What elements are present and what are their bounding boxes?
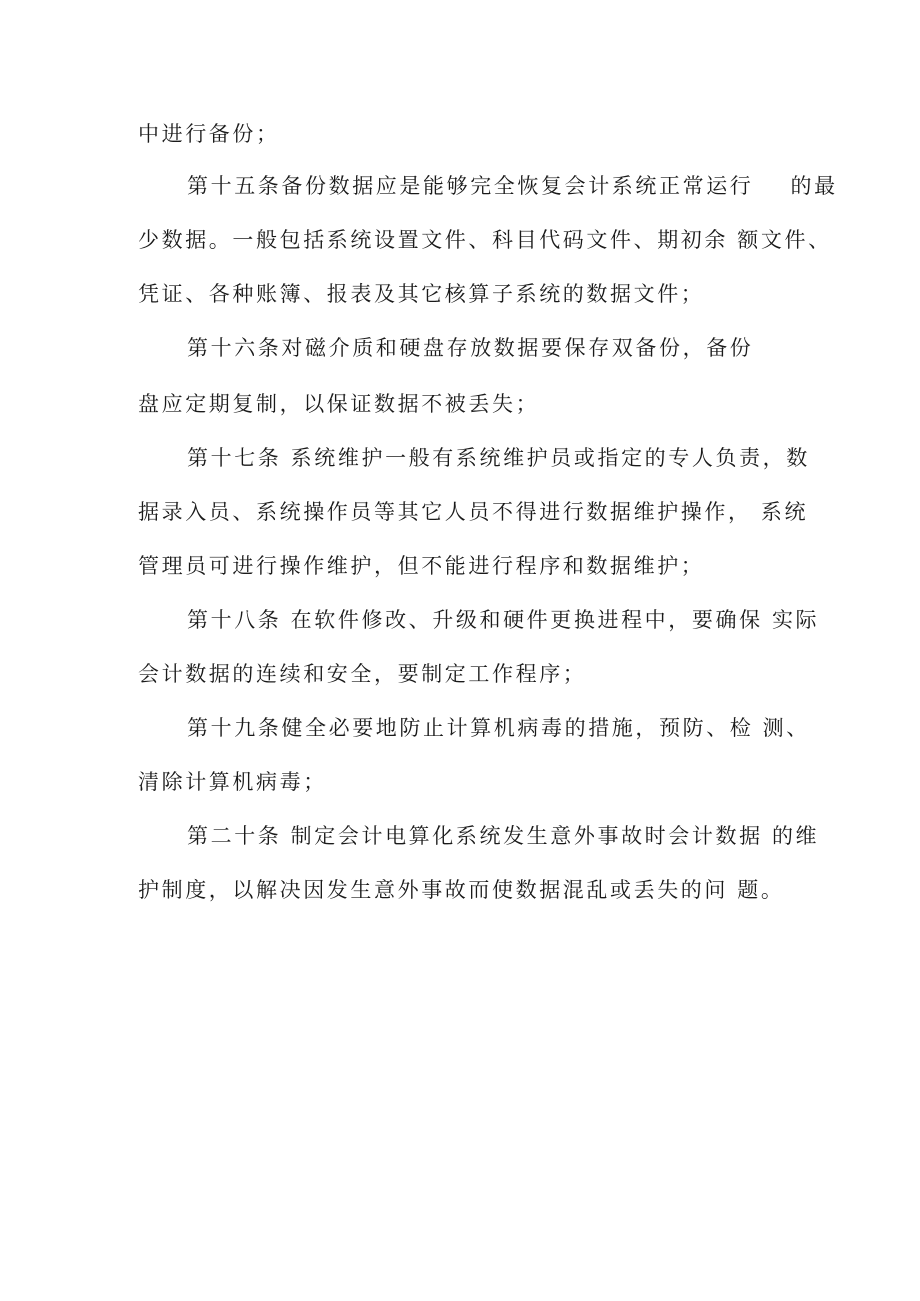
paragraph-line: 管理员可进行操作维护，但不能进行程序和数据维护； xyxy=(138,554,705,578)
article-20-line: 第二十条 制定会计电算化系统发生意外事故时会计数据 的维 xyxy=(187,824,820,848)
article-19-line: 第十九条健全必要地防止计算机病毒的措施，预防、检 测、 xyxy=(187,716,810,740)
paragraph-line: 盘应定期复制，以保证数据不被丢失； xyxy=(138,392,540,416)
paragraph-line: 护制度，以解决因发生意外事故而使数据混乱或丢失的问 题。 xyxy=(138,878,785,902)
paragraph-line: 清除计算机病毒； xyxy=(138,770,327,794)
paragraph-line: 凭证、各种账簿、报表及其它核算子系统的数据文件； xyxy=(138,282,705,306)
paragraph-line: 少数据。一般包括系统设置文件、科目代码文件、期初余 额文件、 xyxy=(138,228,832,252)
paragraph-line: 据录入员、系统操作员等其它人员不得进行数据维护操作， 系统 xyxy=(138,500,809,524)
article-17-line: 第十七条 系统维护一般有系统维护员或指定的专人负责，数 xyxy=(187,446,810,470)
article-18-line: 第十八条 在软件修改、升级和硬件更换进程中，要确保 实际 xyxy=(187,608,820,632)
article-16-line: 第十六条对磁介质和硬盘存放数据要保存双备份，备份 xyxy=(187,336,754,360)
paragraph-line: 会计数据的连续和安全，要制定工作程序； xyxy=(138,662,587,686)
paragraph-line: 中进行备份； xyxy=(138,122,280,146)
article-15-line: 第十五条备份数据应是能够完全恢复会计系统正常运行 的最 xyxy=(187,174,838,198)
